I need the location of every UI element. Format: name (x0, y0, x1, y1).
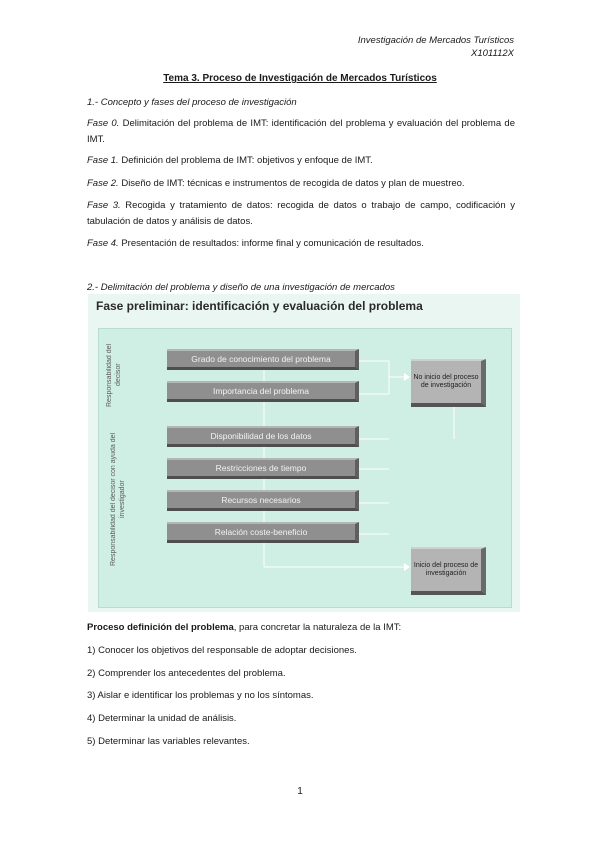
header-course: Investigación de Mercados Turísticos (357, 35, 514, 46)
phase-label: Fase 4. (87, 238, 119, 249)
phase-text: Diseño de IMT: técnicas e instrumentos de recogida de datos y plan de muestreo. (118, 178, 465, 189)
box-grado-conocimiento: Grado de conocimiento del problema (167, 349, 359, 370)
phase-2 (87, 176, 515, 192)
step-4: 4) Determinar la unidad de análisis. (87, 713, 237, 724)
phase-1 (87, 153, 515, 169)
phase-label: Fase 0. (87, 118, 120, 129)
phase-text: Presentación de resultados: informe final y comunicación de resultados. (118, 238, 424, 249)
box-coste-beneficio: Relación coste-beneficio (167, 522, 359, 543)
definition-intro-bold: Proceso definición del problema (87, 622, 234, 633)
outcome-no-inicio: No inicio del proceso de investigación (411, 359, 486, 407)
running-header (358, 34, 514, 60)
page-title: Tema 3. Proceso de Investigación de Mercados Turísticos (163, 73, 437, 84)
diagram-title: Fase preliminar: identificación y evaluación del problema (96, 299, 423, 313)
side-label-decisor: Responsabilidad del decisor (106, 343, 122, 407)
section-2-heading: 2.- Delimitación del problema y diseño de una investigación de mercados (87, 282, 395, 293)
phase-4 (87, 236, 515, 252)
step-5: 5) Determinar las variables relevantes. (87, 736, 250, 747)
step-3: 3) Aislar e identificar los problemas y no los síntomas. (87, 690, 314, 701)
box-disponibilidad: Disponibilidad de los datos (167, 426, 359, 447)
phase-text: Recogida y tratamiento de datos: recogida de datos o trabajo de campo, codificación y tabulación de datos y análisis de datos. (87, 200, 515, 227)
diagram-panel (98, 328, 512, 608)
phase-text: Definición del problema de IMT: objetivos y enfoque de IMT. (118, 155, 373, 166)
phase-label: Fase 2. (87, 178, 119, 189)
phase-text: Delimitación del problema de IMT: identificación del problema y evaluación del problema de IMT. (87, 118, 515, 145)
step-1: 1) Conocer los objetivos del responsable de adoptar decisiones. (87, 645, 357, 656)
step-2: 2) Comprender los antecedentes del problema. (87, 668, 286, 679)
definition-intro-rest: , para concretar la naturaleza de la IMT: (233, 622, 402, 633)
phase-3 (87, 198, 515, 229)
box-recursos: Recursos necesarios (167, 490, 359, 511)
header-code: X101112X (471, 48, 514, 59)
definition-intro (87, 620, 515, 636)
box-restricciones: Restricciones de tiempo (167, 458, 359, 479)
outcome-inicio: Inicio del proceso de investigación (411, 547, 486, 595)
phase-0 (87, 116, 515, 147)
phase-label: Fase 3. (87, 200, 121, 211)
problem-identification-diagram (88, 294, 520, 612)
phase-label: Fase 1. (87, 155, 119, 166)
page-number: 1 (297, 786, 303, 797)
section-1-heading: 1.- Concepto y fases del proceso de investigación (87, 97, 297, 108)
side-label-decisor-investigador: Responsabilidad del decisor con ayuda del investigador (110, 432, 126, 566)
box-importancia: Importancia del problema (167, 381, 359, 402)
